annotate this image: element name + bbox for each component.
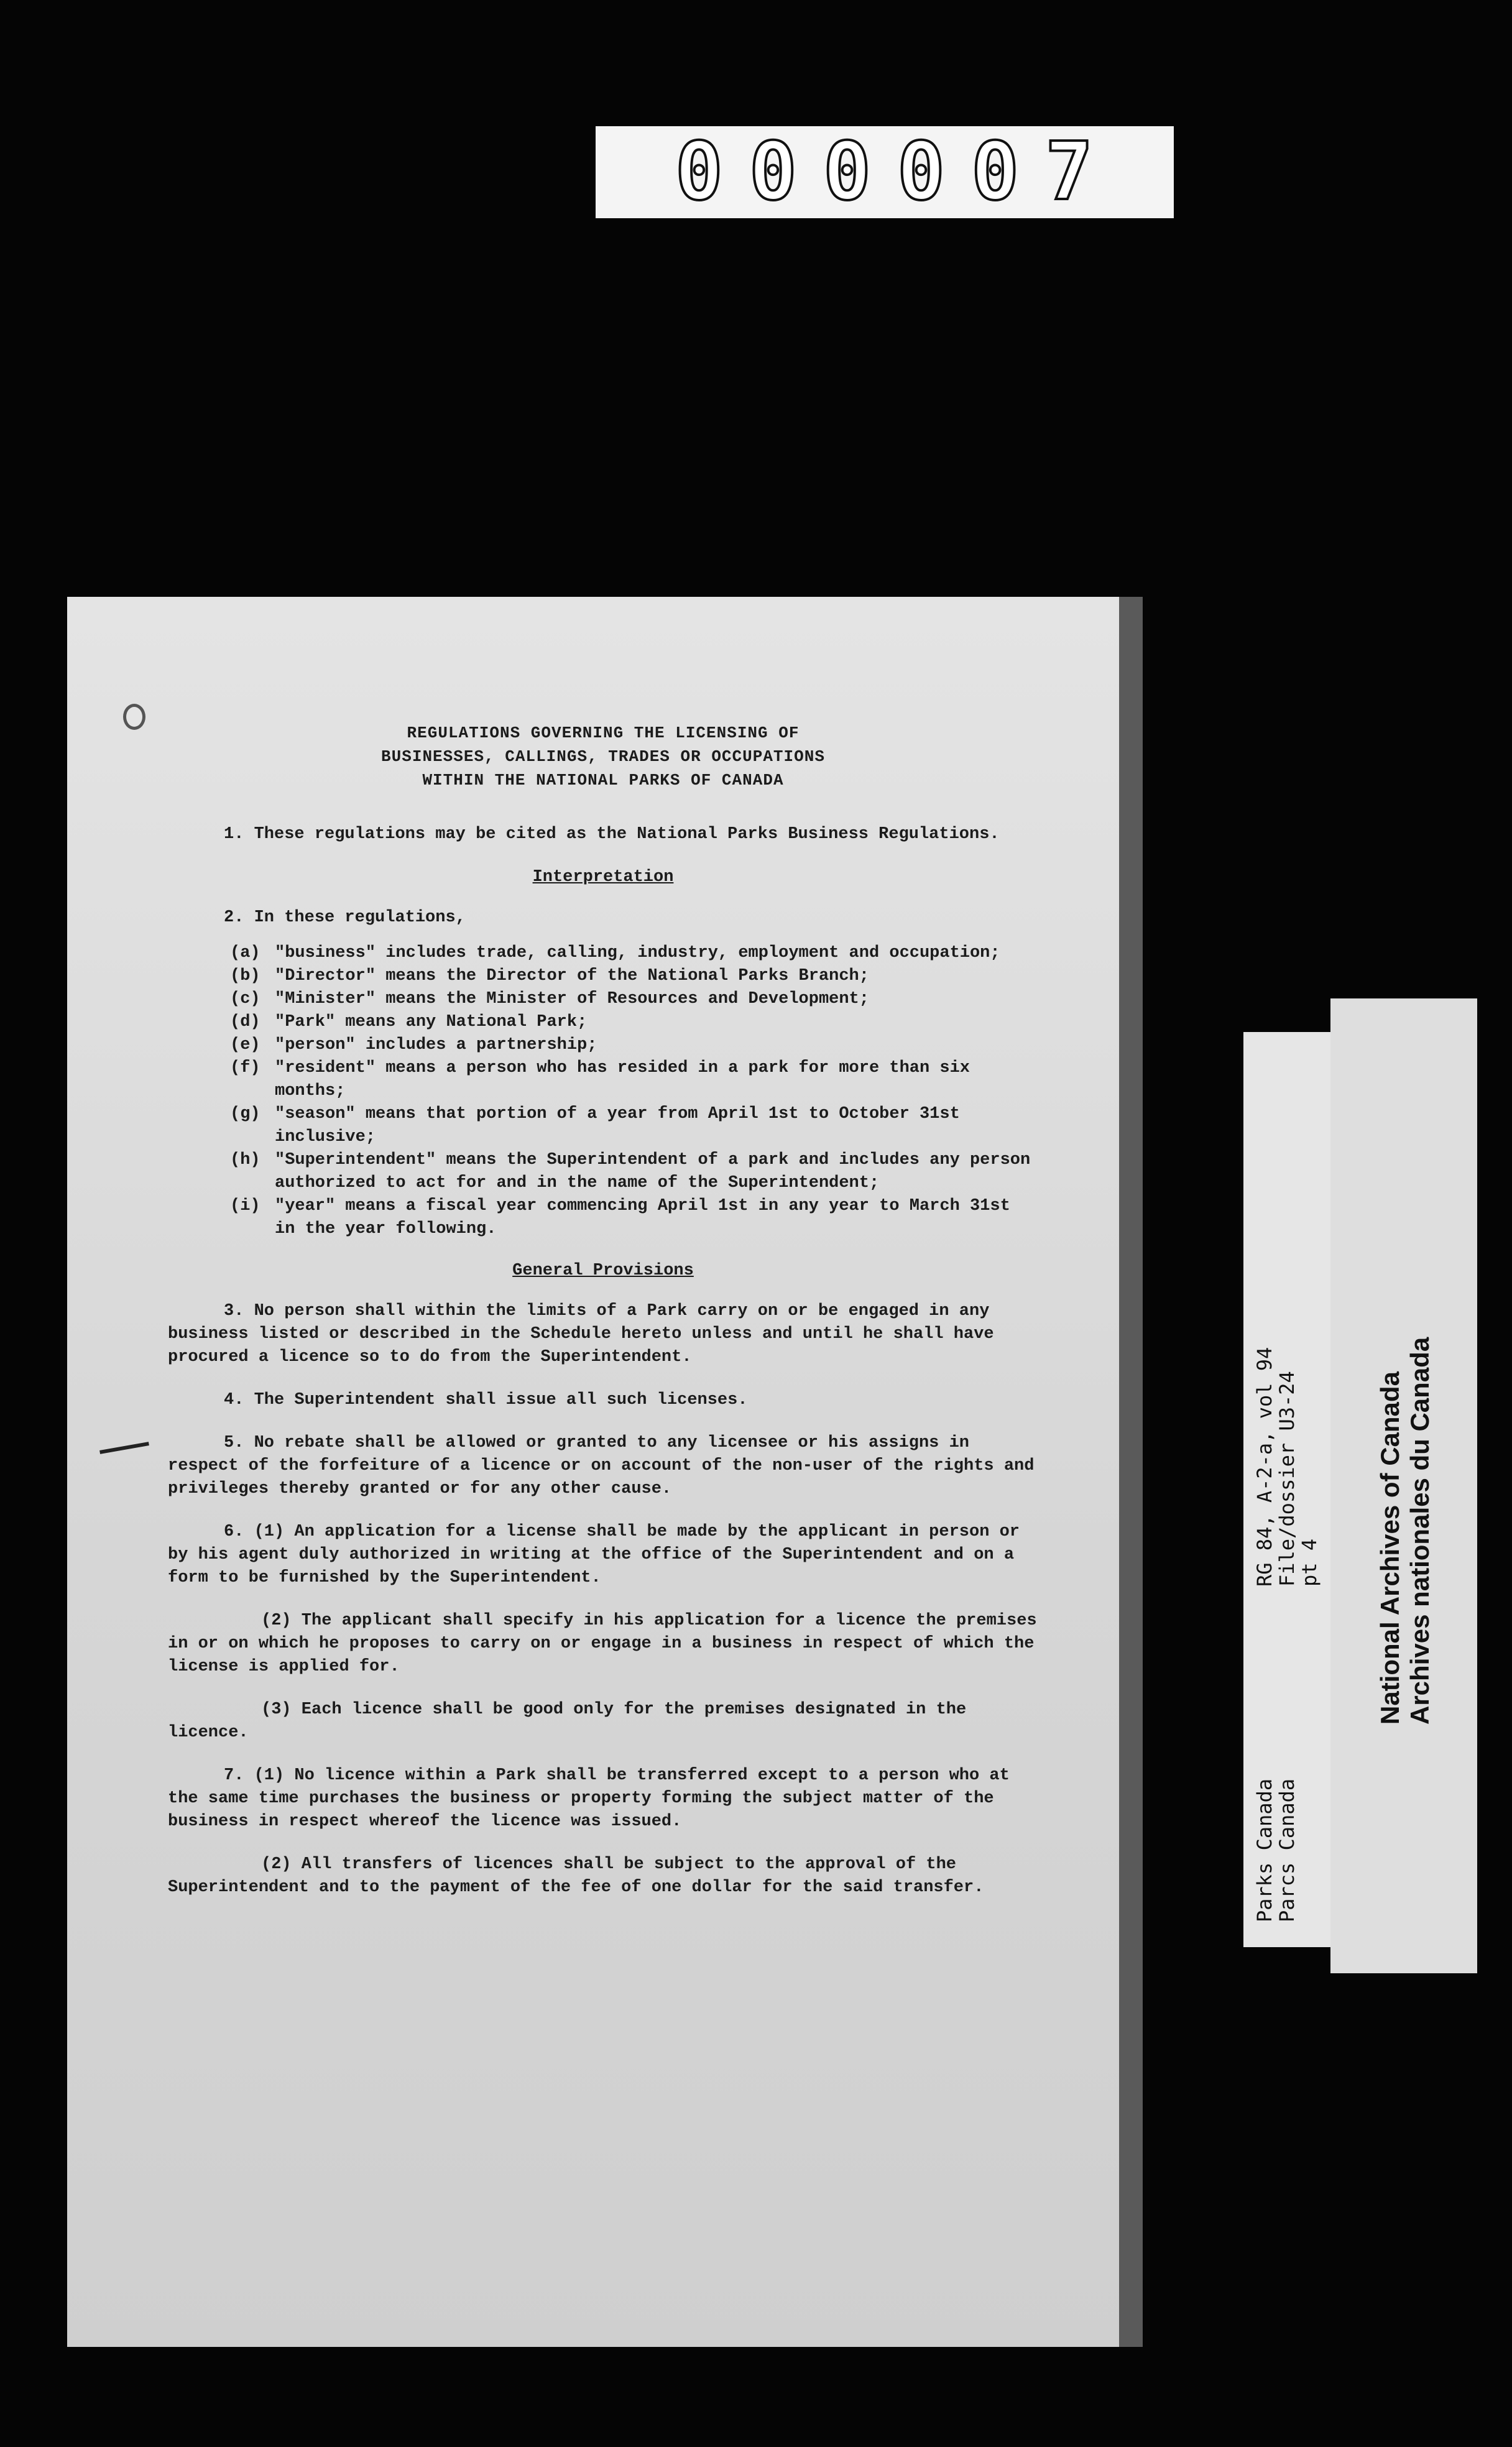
definition-a: (a) "business" includes trade, calling, industry, employment and occupation; <box>230 944 1000 962</box>
document-title <box>168 721 1038 792</box>
frame-number: 000007 <box>675 126 1120 218</box>
frame-counter-label <box>596 126 1174 218</box>
definitions-list <box>230 942 1038 1241</box>
title-line: REGULATIONS GOVERNING THE LICENSING OF <box>407 724 800 742</box>
archive-reference-label <box>1243 1032 1335 1947</box>
definition-g: (g) "season" means that portion of a year from April 1st to October 31st inclusive; <box>230 1105 960 1146</box>
paragraph-5: 5. No rebate shall be allowed or granted to any licensee or his assigns in respect of the forfeiture of a licence or on account of the non-user of the rights and privileges thereby granted or for any other cause. <box>168 1434 1035 1498</box>
paragraph-6-2: (2) The applicant shall specify in his application for a licence the premises in or on which he proposes to carry on or engage in a business in respect of which the license is applied for. <box>168 1611 1037 1676</box>
paragraph-7-2: (2) All transfers of licences shall be subject to the approval of the Superintendent and to the payment of the fee of one dollar for the said transfer. <box>168 1855 984 1897</box>
archives-line-en: National Archives of Canada <box>1375 1371 1404 1725</box>
paragraph-6-3: (3) Each licence shall be good only for the premises designated in the licence. <box>168 1700 967 1742</box>
archives-line-fr: Archives nationales du Canada <box>1405 1337 1434 1725</box>
paragraph-1: 1. These regulations may be cited as the National Parks Business Regulations. <box>224 825 1000 844</box>
paragraph-2: 2. In these regulations, <box>224 908 466 927</box>
definition-h: (h) "Superintendent" means the Superintendent of a park and includes any person authorized to act for and in the name of the Superintendent; <box>230 1151 1031 1192</box>
definition-d: (d) "Park" means any National Park; <box>230 1013 588 1031</box>
national-archives-text <box>1375 1289 1435 1725</box>
paragraph-6-1: 6. (1) An application for a license shall be made by the applicant in person or by his agent duly authorized in writing at the office of the Superintendent and on a form to be furnished by the Superintendent. <box>168 1523 1020 1587</box>
paragraph-4: 4. The Superintendent shall issue all such licenses. <box>224 1391 748 1409</box>
title-line: WITHIN THE NATIONAL PARKS OF CANADA <box>422 771 784 790</box>
heading-interpretation: Interpretation <box>532 868 674 887</box>
agency-text <box>1253 1736 1298 1922</box>
definition-f: (f) "resident" means a person who has resided in a park for more than six months; <box>230 1059 970 1100</box>
reference-line: pt 4 <box>1298 1538 1321 1587</box>
national-archives-label <box>1330 998 1477 1973</box>
heading-general-provisions: General Provisions <box>512 1261 694 1280</box>
definition-c: (c) "Minister" means the Minister of Resources and Development; <box>230 990 869 1008</box>
reference-line: File/dossier U3-24 <box>1275 1371 1299 1587</box>
agency-line: Parcs Canada <box>1275 1778 1299 1922</box>
punch-hole <box>123 704 145 730</box>
definition-e: (e) "person" includes a partnership; <box>230 1036 597 1054</box>
reference-text <box>1253 1214 1321 1587</box>
paragraph-7-1: 7. (1) No licence within a Park shall be transferred except to a person who at the same time purchases the business or property forming the subject matter of the business in respect whereof the licence was issued. <box>168 1766 1010 1831</box>
document-text <box>168 721 1038 1919</box>
agency-line: Parks Canada <box>1253 1778 1276 1922</box>
definition-i: (i) "year" means a fiscal year commencing April 1st in any year to March 31st in the year following. <box>230 1197 1010 1238</box>
reference-line: RG 84, A-2-a, vol 94 <box>1253 1347 1276 1587</box>
definition-b: (b) "Director" means the Director of the National Parks Branch; <box>230 967 869 985</box>
title-line: BUSINESSES, CALLINGS, TRADES OR OCCUPATIONS <box>381 747 825 766</box>
paragraph-3: 3. No person shall within the limits of a Park carry on or be engaged in any business listed or described in the Schedule hereto unless and until he shall have procured a licence so to do from the Superintendent. <box>168 1302 994 1366</box>
